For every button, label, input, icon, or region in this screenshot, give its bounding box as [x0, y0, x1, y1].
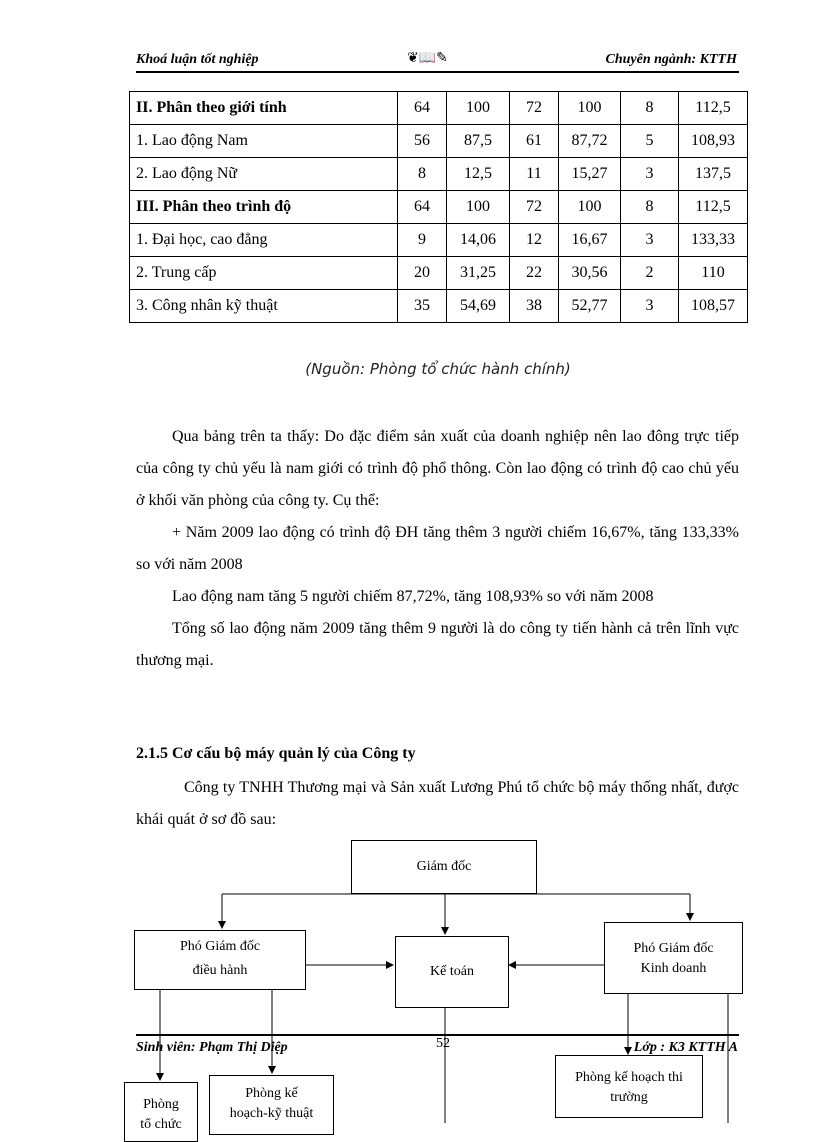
table-cell: 100	[559, 92, 621, 125]
org-market-line1: Phòng kế hoạch thi	[575, 1070, 683, 1085]
table-source: (Nguồn: Phòng tổ chức hành chính)	[305, 360, 571, 378]
section-intro: Công ty TNHH Thương mại và Sản xuất Lương Phú tổ chức bộ máy thống nhất, được khái quát ở sơ đồ sau:	[136, 779, 739, 828]
org-box-market	[555, 1055, 703, 1118]
table-cell: 64	[398, 191, 447, 224]
org-deputy-biz-line2: Kinh doanh	[640, 961, 707, 976]
table-cell: 110	[679, 257, 748, 290]
table-cell: 12,5	[447, 158, 510, 191]
table-cell: 54,69	[447, 290, 510, 323]
table-cell: 56	[398, 125, 447, 158]
paragraph-2: + Năm 2009 lao động có trình độ ĐH tăng thêm 3 người chiếm 16,67%, tăng 133,33% so với năm 2008	[136, 524, 739, 573]
table-cell: 3	[621, 290, 679, 323]
table-cell: 31,25	[447, 257, 510, 290]
table-cell: 35	[398, 290, 447, 323]
table-cell: 52,77	[559, 290, 621, 323]
row-label: 1. Đại học, cao đẳng	[130, 224, 398, 257]
table-cell: 137,5	[679, 158, 748, 191]
table-cell: 11	[510, 158, 559, 191]
header-ornament-icon: ❦📖✎	[407, 51, 448, 66]
table-cell: 9	[398, 224, 447, 257]
org-box-director	[351, 840, 537, 894]
org-plan-tech-line2: hoạch-kỹ thuật	[229, 1106, 314, 1121]
table-cell: 22	[510, 257, 559, 290]
org-deputy-exec-line2: điều hành	[192, 963, 248, 978]
row-label: 2. Trung cấp	[130, 257, 398, 290]
table-cell: 12	[510, 224, 559, 257]
footer-student: Sinh viên: Phạm Thị Diệp	[136, 1040, 288, 1055]
org-dept-line2: tổ chức	[140, 1117, 182, 1132]
table-cell: 61	[510, 125, 559, 158]
org-box-org-dept	[124, 1082, 198, 1142]
row-label: II. Phân theo giới tính	[130, 92, 398, 125]
table-cell: 3	[621, 158, 679, 191]
table-cell: 108,57	[679, 290, 748, 323]
table-cell: 38	[510, 290, 559, 323]
table-cell: 20	[398, 257, 447, 290]
table-cell: 8	[621, 191, 679, 224]
table-cell: 8	[398, 158, 447, 191]
row-label: 2. Lao động Nữ	[130, 158, 398, 191]
table-cell: 8	[621, 92, 679, 125]
table-cell: 87,72	[559, 125, 621, 158]
org-deputy-exec-line1: Phó Giám đốc	[179, 939, 261, 954]
table-cell: 30,56	[559, 257, 621, 290]
row-label: 1. Lao động Nam	[130, 125, 398, 158]
table-cell: 16,67	[559, 224, 621, 257]
org-box-deputy-exec	[134, 930, 306, 990]
table-cell: 133,33	[679, 224, 748, 257]
table-cell: 108,93	[679, 125, 748, 158]
paragraph-3: Lao động nam tăng 5 người chiếm 87,72%, tăng 108,93% so với năm 2008	[172, 588, 654, 605]
table-cell: 72	[510, 191, 559, 224]
org-market-line2: trường	[610, 1090, 648, 1105]
table-cell: 3	[621, 224, 679, 257]
table-cell: 100	[447, 92, 510, 125]
table-cell: 5	[621, 125, 679, 158]
org-accounting-label: Kế toán	[430, 964, 474, 979]
paragraph-1: Qua bảng trên ta thấy: Do đặc điểm sản xuất của doanh nghiệp nên lao đông trực tiếp của công ty chủ yếu là nam giới có trình độ phổ thông. Còn lao động có trình độ cao chủ yếu ở khối văn phòng của công ty. Cụ thể:	[136, 428, 739, 509]
table-cell: 112,5	[679, 92, 748, 125]
org-plan-tech-line1: Phòng kế	[245, 1086, 298, 1101]
header-left: Khoá luận tốt nghiệp	[136, 52, 259, 67]
table-cell: 2	[621, 257, 679, 290]
header-right: Chuyên ngành: KTTH	[605, 52, 737, 67]
table-cell: 14,06	[447, 224, 510, 257]
table-cell: 100	[447, 191, 510, 224]
table-cell: 100	[559, 191, 621, 224]
footer-class: Lớp : K3 KTTH A	[633, 1040, 738, 1055]
table-cell: 64	[398, 92, 447, 125]
row-label: 3. Công nhân kỹ thuật	[130, 290, 398, 323]
org-box-deputy-biz	[604, 922, 743, 994]
org-deputy-biz-line1: Phó Giám đốc	[633, 941, 714, 956]
page-number: 52	[436, 1036, 450, 1051]
table-cell: 112,5	[679, 191, 748, 224]
section-heading: 2.1.5 Cơ cấu bộ máy quản lý của Công ty	[136, 745, 416, 762]
row-label: III. Phân theo trình độ	[130, 191, 398, 224]
org-dept-line1: Phòng	[143, 1097, 179, 1112]
paragraph-4: Tổng số lao động năm 2009 tăng thêm 9 người là do công ty tiến hành cả trên lĩnh vực thương mại.	[136, 620, 739, 669]
org-box-plan-tech	[209, 1075, 334, 1135]
table-cell: 87,5	[447, 125, 510, 158]
org-director-label: Giám đốc	[416, 859, 472, 874]
table-cell: 72	[510, 92, 559, 125]
table-cell: 15,27	[559, 158, 621, 191]
org-box-accounting	[395, 936, 509, 1008]
